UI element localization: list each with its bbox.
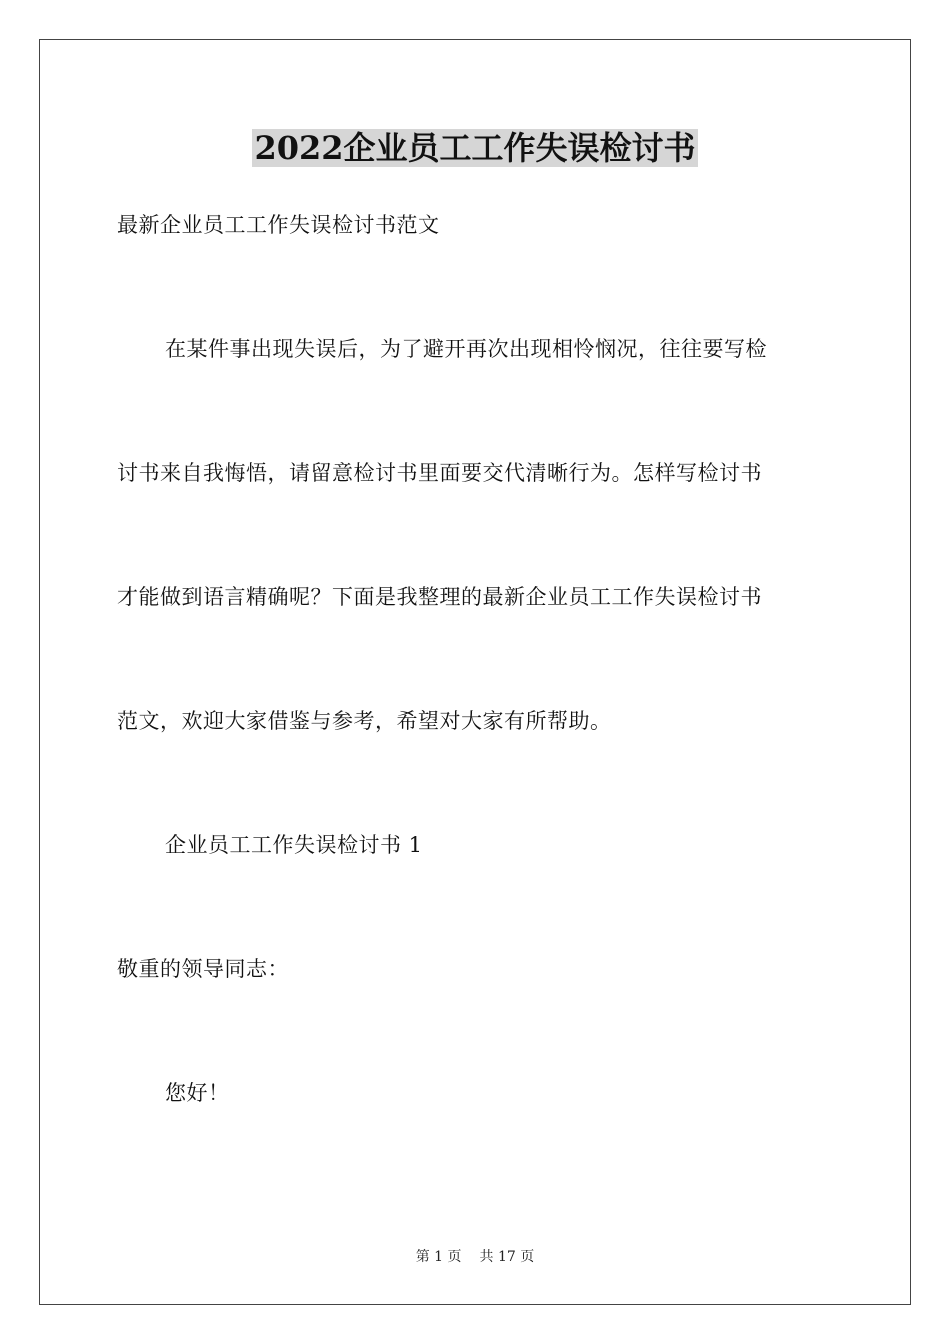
page-total: 共 17 页 — [479, 1249, 535, 1265]
paragraph-line-3: 才能做到语言精确呢？下面是我整理的最新企业员工工作失误检讨书 — [117, 585, 762, 609]
document-title — [0, 126, 950, 170]
paragraph-line-1: 在某件事出现失误后，为了避开再次出现相怜悯况，往往要写检 — [165, 337, 767, 361]
page-number: 第 1 页 — [415, 1249, 462, 1265]
page-footer — [0, 1247, 950, 1267]
document-title-text: 2022企业员工工作失误检讨书 — [254, 129, 696, 167]
paragraph-line-2: 讨书来自我悔悟，请留意检讨书里面要交代清晰行为。怎样写检讨书 — [117, 461, 762, 485]
salutation: 敬重的领导同志： — [117, 957, 289, 981]
section-heading: 企业员工工作失误检讨书 1 — [165, 833, 423, 857]
paragraph-line-4: 范文，欢迎大家借鉴与参考，希望对大家有所帮助。 — [117, 709, 612, 733]
document-subtitle: 最新企业员工工作失误检讨书范文 — [117, 213, 440, 237]
greeting: 您好！ — [165, 1081, 230, 1105]
